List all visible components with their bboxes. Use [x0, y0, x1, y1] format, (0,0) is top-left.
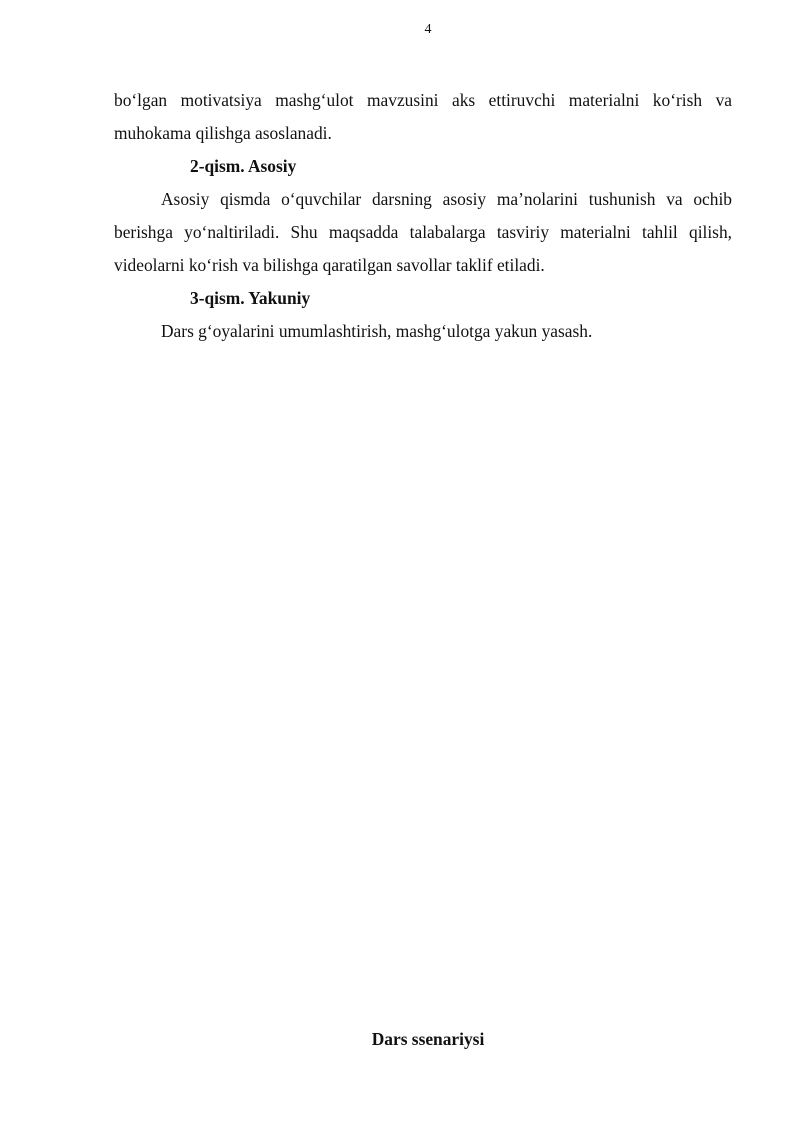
page-number: 4: [424, 22, 432, 37]
document-body: [114, 84, 732, 348]
section-title-dars-ssenariysi: Dars ssenariysi: [371, 1029, 485, 1049]
paragraph-part3: Dars g‘oyalarini umumlashtirish, mashg‘ulotga yakun yasash.: [161, 321, 593, 341]
paragraph-continuation: bo‘lgan motivatsiya mashg‘ulot mavzusini aks ettiruvchi materialni ko‘rish va muhokama qilishga asoslanadi.: [114, 90, 732, 143]
paragraph-part2: Asosiy qismda o‘quvchilar darsning asosiy ma’nolarini tushunish va ochib berishga yo‘naltiriladi. Shu maqsadda talabalarga tasviriy materialni tahlil qilish, videolarni ko‘rish va bilishga qaratilgan savollar taklif etiladi.: [114, 189, 732, 275]
section-heading-part3: 3-qism. Yakuniy: [190, 288, 311, 308]
section-heading-part2: 2-qism. Asosiy: [190, 156, 297, 176]
